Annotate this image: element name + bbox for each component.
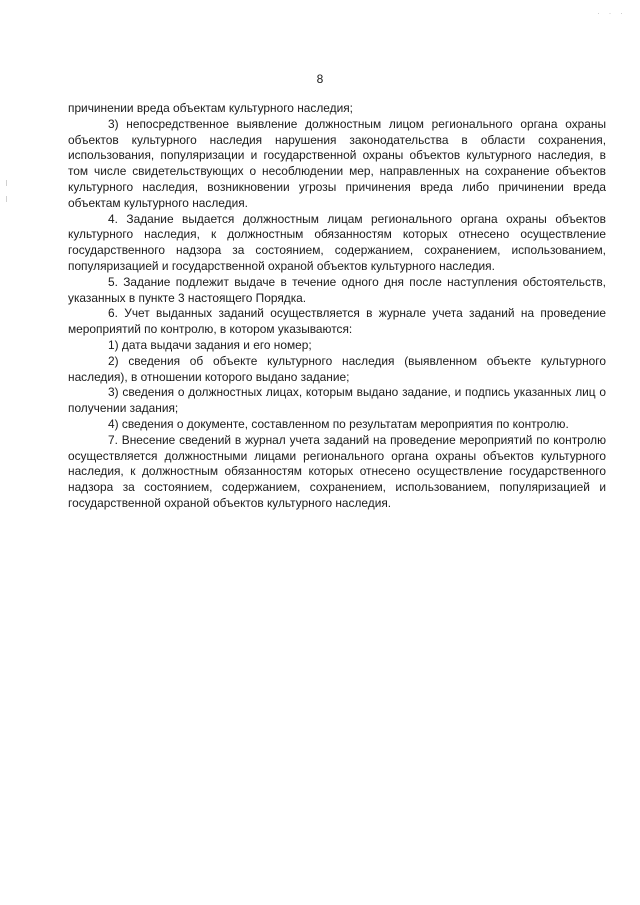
- scan-artifact-dots: · · ·: [597, 8, 626, 18]
- paragraph-item-3: 3) непосредственное выявление должностным лицом регионального органа охраны объектов культурного наследия нарушения законодательства в области сохранения, использования, популяризации и государственной охраны объектов культурного наследия, в том числе свидетельствующих о несоблюдении мер, направленных на сохранение объектов культурного наследия, возникновении угрозы причинения вреда либо причинении вреда объектам культурного наследия.: [68, 116, 606, 210]
- paragraph-section-4: 4. Задание выдается должностным лицам регионального органа охраны объектов культурного наследия, к должностным обязанностям которых отнесено осуществление государственного надзора за состоянием, содержанием, сохранением, использованием, популяризацией и государственной охраной объектов культурного наследия.: [68, 211, 606, 273]
- paragraph-section-6: 6. Учет выданных заданий осуществляется в журнале учета заданий на проведение мероприятий по контролю, в котором указываются:: [68, 306, 606, 337]
- scan-artifact-tick: [6, 196, 7, 202]
- page-number: 8: [316, 72, 324, 86]
- paragraph-subitem-4: 4) сведения о документе, составленном по результатам мероприятия по контролю.: [108, 416, 569, 431]
- document-body: [68, 101, 606, 512]
- paragraph-section-5: 5. Задание подлежит выдаче в течение одного дня после наступления обстоятельств, указанных в пункте 3 настоящего Порядка.: [68, 274, 606, 305]
- paragraph-continuation: причинении вреда объектам культурного наследия;: [68, 101, 353, 115]
- paragraph-subitem-1: 1) дата выдачи задания и его номер;: [108, 337, 312, 352]
- paragraph-subitem-2: 2) сведения об объекте культурного наследия (выявленном объекте культурного наследия), в отношении которого выдано задание;: [68, 353, 606, 384]
- scan-artifact-tick: [6, 180, 7, 186]
- paragraph-section-7: 7. Внесение сведений в журнал учета заданий на проведение мероприятий по контролю осуществляется должностными лицами регионального органа охраны объектов культурного наследия, к должностным обязанностям которых отнесено осуществление государственного надзора за состоянием, содержанием, сохранением, использованием, популяризацией и государственной охраной объектов культурного наследия.: [68, 432, 606, 510]
- paragraph-subitem-3: 3) сведения о должностных лицах, которым выдано задание, и подпись указанных лиц о получении задания;: [68, 385, 606, 416]
